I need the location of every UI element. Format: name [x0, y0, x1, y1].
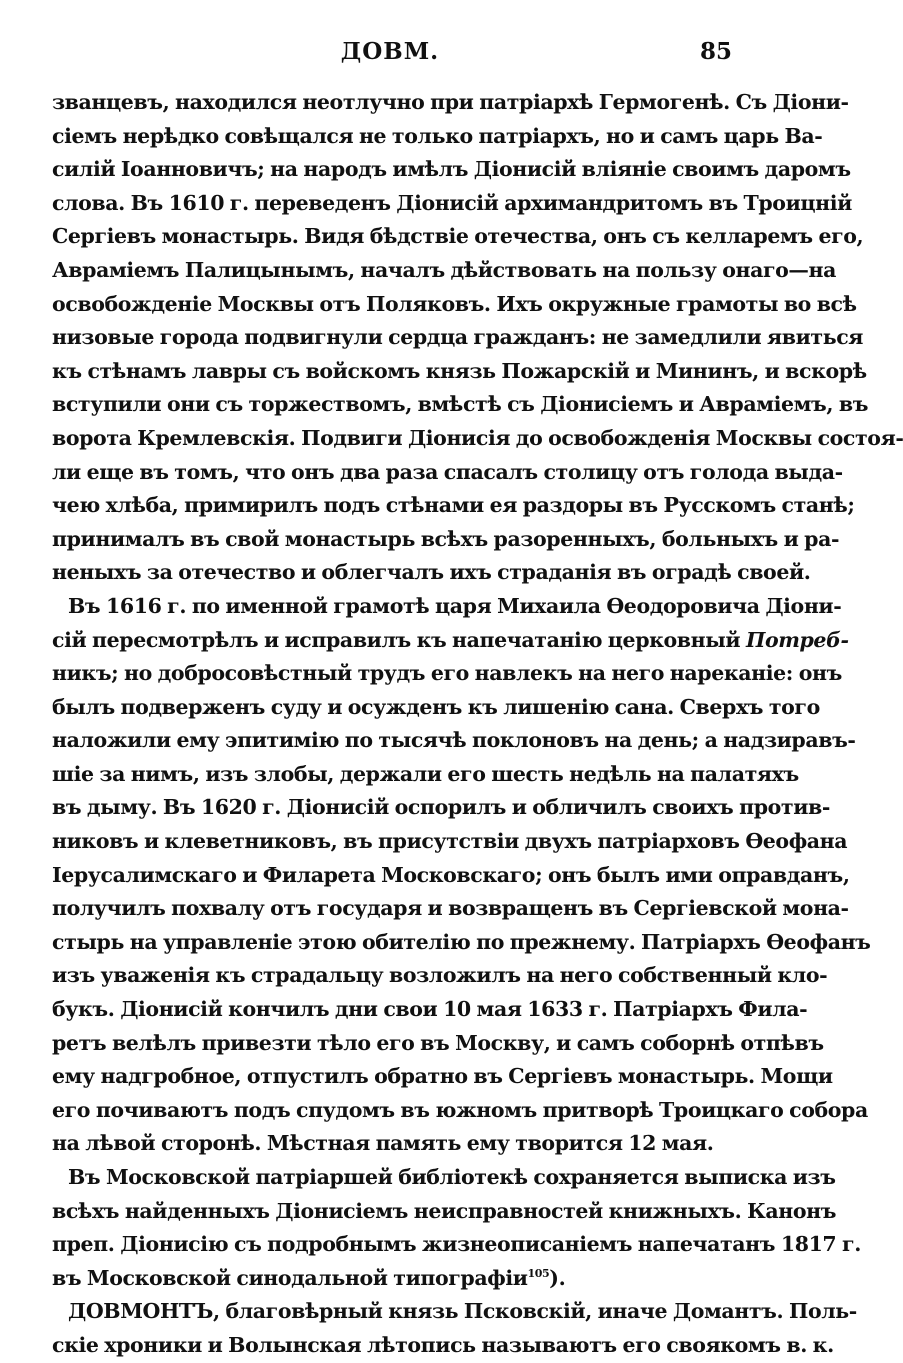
- text-line: ли еще въ томъ, что онъ два раза спасалъ столицу отъ голода выда-: [52, 459, 843, 484]
- text-line: его почиваютъ подъ спудомъ въ южномъ притворѣ Троицкаго собора: [52, 1097, 868, 1122]
- page-header: [48, 38, 732, 72]
- text-line: освобожденіе Москвы отъ Поляковъ. Ихъ окружные грамоты во всѣ: [52, 291, 857, 316]
- text-segment: въ Московской синодальной типографіи: [52, 1265, 528, 1290]
- text-line: ДОВМОНТЪ, благовѣрный князь Псковскій, иначе Домантъ. Поль-: [68, 1299, 857, 1324]
- text-line: стырь на управленіе этою обителію по прежнему. Патріархъ Ѳеофанъ: [52, 929, 871, 954]
- text-line: ворота Кремлевскія. Подвиги Діонисія до освобожденія Москвы состоя-: [52, 425, 903, 450]
- text-line: въ дыму. Въ 1620 г. Діонисій оспорилъ и обличилъ своихъ против-: [52, 795, 830, 820]
- text-line: чею хлѣба, примирилъ подъ стѣнами ея раздоры въ Русскомъ станѣ;: [52, 493, 855, 518]
- text-line: Въ 1616 г. по именной грамотѣ царя Михаила Ѳеодоровича Діони-: [68, 593, 842, 618]
- text-line: получилъ похвалу отъ государя и возвращенъ въ Сергіевской мона-: [52, 896, 849, 921]
- body-text: [52, 86, 903, 1363]
- running-title: ДОВМ.: [340, 38, 440, 65]
- text-line: слова. Въ 1610 г. переведенъ Діонисій архимандритомъ въ Троицній: [52, 190, 852, 215]
- text-line: Іерусалимскаго и Филарета Московскаго; онъ былъ ими оправданъ,: [52, 862, 850, 887]
- text-line: на лѣвой сторонѣ. Мѣстная память ему творится 12 мая.: [52, 1131, 714, 1156]
- text-line: къ стѣнамъ лавры съ войскомъ князь Пожарскій и Мининъ, и вскорѣ: [52, 358, 867, 383]
- text-line: неныхъ за отечество и облегчалъ ихъ страданія въ оградѣ своей.: [52, 560, 811, 585]
- text-line: изъ уваженія къ страдальцу возложилъ на него собственный кло-: [52, 963, 828, 988]
- text-line: сіемъ нерѣдко совѣщался не только патріархъ, но и самъ царь Ва-: [52, 123, 823, 148]
- text-segment: ).: [549, 1265, 566, 1290]
- text-line: букъ. Діонисій кончилъ дни свои 10 мая 1633 г. Патріархъ Фила-: [52, 997, 808, 1022]
- text-line: скіе хроники и Волынская лѣтопись называютъ его своякомъ в. к.: [52, 1332, 834, 1357]
- text-line: [52, 624, 849, 658]
- italic-word: Потреб-: [745, 627, 849, 652]
- text-line: Сергіевъ монастырь. Видя бѣдствіе отечества, онъ съ келларемъ его,: [52, 224, 864, 249]
- text-line: Авраміемъ Палицынымъ, началъ дѣйствовать на пользу онаго—на: [52, 257, 836, 282]
- page-number: 85: [699, 38, 732, 65]
- text-line: Въ Московской патріаршей библіотекѣ сохраняется выписка изъ: [68, 1165, 836, 1189]
- text-line: принималъ въ свой монастырь всѣхъ разоренныхъ, больныхъ и ра-: [52, 526, 840, 551]
- text-line: шіе за нимъ, изъ злобы, держали его шесть недѣль на палатяхъ: [52, 761, 799, 786]
- text-line: вступили они съ торжествомъ, вмѣстѣ съ Діонисіемъ и Авраміемъ, въ: [52, 392, 869, 417]
- text-line: званцевъ, находился неотлучно при патріархѣ Гермогенѣ. Съ Діони-: [52, 90, 849, 114]
- text-line: [52, 1262, 732, 1296]
- text-line: преп. Діонисію съ подробнымъ жизнеописаніемъ напечатанъ 1817 г.: [52, 1232, 861, 1257]
- text-line: былъ подверженъ суду и осужденъ къ лишенію сана. Сверхъ того: [52, 694, 820, 719]
- text-line: силій Іоанновичъ; на народъ имѣлъ Діонисій вліяніе своимъ даромъ: [52, 157, 851, 182]
- text-line: низовые города подвигнули сердца гражданъ: не замедлили явиться: [52, 325, 864, 350]
- text-line: наложили ему эпитимію по тысячѣ поклоновъ на день; а надзиравъ-: [52, 728, 856, 753]
- text-line: никовъ и клеветниковъ, въ присутствіи двухъ патріарховъ Ѳеофана: [52, 829, 848, 854]
- text-segment: сій пересмотрѣлъ и исправилъ къ напечатанію церковный: [52, 627, 741, 652]
- footnote-marker: 105: [527, 1266, 550, 1280]
- text-line: всѣхъ найденныхъ Діонисіемъ неисправностей книжныхъ. Канонъ: [52, 1198, 837, 1223]
- text-line: ему надгробное, отпустилъ обратно въ Сергіевъ монастырь. Мощи: [52, 1064, 833, 1089]
- text-line: ретъ велѣлъ привезти тѣло его въ Москву, и самъ соборнѣ отпѣвъ: [52, 1030, 824, 1055]
- text-line: никъ; но добросовѣстный трудъ его навлекъ на него нареканіе: онъ: [52, 661, 842, 686]
